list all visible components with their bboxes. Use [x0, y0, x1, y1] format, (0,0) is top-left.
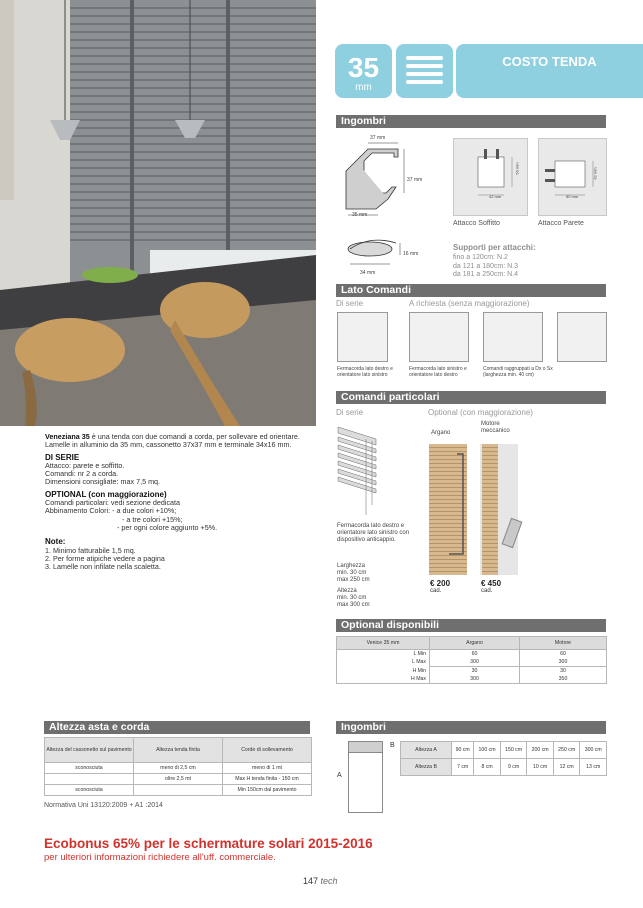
lato-caption-1: Fermacorda lato destro e orientatore lato sinistro: [337, 366, 393, 378]
normativa: Normativa Uni 13120:2009 + A1 :2014: [44, 802, 163, 809]
larghezza-block: [337, 563, 370, 584]
price-motore-unit: cad.: [481, 588, 493, 594]
larghezza-min: min. 30 cm: [337, 570, 367, 576]
note-line: 2. Per forme atipiche vedere a pagina: [45, 553, 165, 563]
lato-blind-4: [557, 312, 607, 362]
supporti-line: da 181 a 250cm: N.4: [453, 271, 518, 278]
note-line: 1. Minimo fatturabile 1,5 mq.: [45, 545, 136, 555]
lato-a-richiesta: A richiesta (senza maggiorazione): [409, 299, 530, 308]
profile-drawing: [336, 131, 446, 281]
argano-label: Argano: [431, 430, 451, 436]
attacco-parete-label: Attacco Parete: [538, 220, 584, 227]
label-a: A: [337, 772, 342, 779]
motore-image: [480, 444, 518, 575]
lato-di-serie: Di serie: [336, 299, 364, 308]
opt-header: Venice 35 mm: [337, 637, 430, 650]
ingombri-table: [400, 741, 607, 776]
di-serie-line: Attacco: parete e soffitto.: [45, 460, 125, 470]
page-footer: [303, 876, 338, 886]
section-comandi-particolari: Comandi particolari: [336, 391, 606, 404]
intro-text-2: Lamelle in alluminio da 35 mm, cassonetto 37x37 mm e terminale 34x16 mm.: [45, 440, 292, 450]
intro-text: è una tenda con due comandi a corda, per sollevare ed orientare.: [89, 432, 300, 441]
altezza-max: max 300 cm: [337, 602, 370, 608]
fermacorda-drawing: [336, 425, 384, 520]
section-ingombri: Ingombri: [336, 115, 606, 128]
description: [45, 433, 320, 571]
table-row: H Max 300 350: [337, 675, 607, 684]
argano-image: [429, 444, 467, 575]
dim-35: 35 mm: [352, 212, 368, 218]
supporti-title: Supporti per attacchi:: [453, 243, 536, 252]
attacco-soffitto-drawing: [453, 138, 528, 216]
table-row: L Max 300 300: [337, 658, 607, 667]
cp-optional: Optional (con maggiorazione): [428, 408, 533, 417]
size-number: 35: [347, 52, 380, 83]
asta-header: Altezza del cassonetto sul pavimento: [45, 738, 134, 763]
asta-header: Corde di sollevamento: [223, 738, 312, 763]
slats-icon: [396, 44, 453, 98]
di-serie-title: DI SERIE: [45, 452, 80, 462]
label-b: B: [390, 742, 395, 749]
motore-label: Motore meccanico: [481, 421, 510, 434]
altezza-label: Altezza: [337, 588, 357, 594]
opt-header: Motore: [520, 637, 607, 650]
optional-title: OPTIONAL (con maggiorazione): [45, 489, 167, 499]
lato-blind-1: [337, 312, 388, 362]
parete-h: 42 mm: [592, 167, 598, 180]
dim-16: 16 mm: [403, 251, 419, 257]
dim-34: 34 mm: [360, 270, 376, 276]
size-badge: [335, 44, 392, 98]
altezza-block: [337, 588, 370, 609]
optional-line: Comandi particolari: vedi sezione dedicata: [45, 498, 181, 508]
price-motore: € 450: [481, 579, 502, 588]
soffitto-h: 50 mm: [514, 162, 520, 175]
di-serie-line: Dimensioni consigliate: max 7,5 mq.: [45, 477, 161, 487]
table-row: sconosciuta Min 150cm dal pavimento: [45, 785, 312, 796]
parete-w: 50 mm: [566, 194, 579, 199]
supporti-line: fino a 120cm: N.2: [453, 254, 508, 261]
supporti-list: [453, 254, 518, 280]
di-serie-line: Comandi: nr 2 a corda.: [45, 469, 119, 479]
optional-line: Abbinamento Colori: - a due colori +10%;: [45, 506, 177, 516]
section-ingombri-2: Ingombri: [336, 721, 606, 734]
opt-header: Argano: [430, 637, 520, 650]
altezza-min: min. 30 cm: [337, 595, 367, 601]
table-row: Altezza B 7 cm 8 cm 9 cm 10 cm 12 cm 13 cm: [401, 759, 607, 776]
cost-badge: COSTO TENDA: [456, 44, 643, 98]
lato-caption-3: Comandi raggruppati a Dx o Sx (larghezza min. 40 cm): [483, 366, 553, 378]
ecobonus-title: Ecobonus 65% per le schermature solari 2015-2016: [44, 836, 373, 851]
brand-tech: tech: [320, 876, 338, 886]
section-altezza-asta: Altezza asta e corda: [44, 721, 310, 734]
slats-badge: [396, 44, 453, 98]
supporti-line: da 121 a 180cm: N.3: [453, 262, 518, 270]
table-row: oltre 2,5 mt Max H tenda finita - 150 cm: [45, 774, 312, 785]
optional-line: - per ogni colore aggiunto +5%.: [117, 522, 218, 532]
note-title: Note:: [45, 537, 66, 547]
ingombri-shape: [348, 741, 383, 813]
price-argano-unit: cad.: [430, 588, 442, 594]
ecobonus-subtitle: per ulteriori informazioni richiedere all'uff. commerciale.: [44, 852, 276, 863]
price-argano: € 200: [430, 579, 451, 588]
larghezza-max: max 250 cm: [337, 577, 370, 583]
asta-header: Altezza tenda finita: [134, 738, 223, 763]
larghezza-label: Larghezza: [337, 563, 366, 569]
product-photo: [0, 0, 316, 426]
attacco-soffitto-label: Attacco Soffitto: [453, 220, 500, 227]
optional-table: [336, 636, 607, 684]
section-lato-comandi: Lato Comandi: [336, 284, 606, 297]
lato-blind-2: [409, 312, 469, 362]
table-row: Altezza A 90 cm 100 cm 150 cm 200 cm 250 cm 300 cm: [401, 742, 607, 759]
lato-caption-2: Fermacorda lato sinistro e orientatore lato destro: [409, 366, 467, 378]
altezza-table: [44, 737, 312, 796]
lato-blind-3: [483, 312, 543, 362]
soffitto-w: 42 mm: [489, 194, 502, 199]
cp-di-serie: Di serie: [336, 408, 364, 417]
page-number: 147: [303, 876, 319, 886]
table-row: H Min 30 30: [337, 667, 607, 676]
section-optional-disponibili: Optional disponibili: [336, 619, 606, 632]
dim-37-side: 37 mm: [407, 177, 423, 183]
note-line: 3. Lamelle non infilate nella scaletta.: [45, 562, 161, 572]
table-row: L Min 60 60: [337, 650, 607, 659]
fermacorda-text: Fermacorda lato destro e orientatore lato sinistro con dispositivo anticappio.: [337, 523, 410, 543]
optional-line: - a tre colori +15%;: [122, 514, 183, 524]
product-name: Veneziana 35: [45, 432, 90, 441]
table-row: sconosciuta meno di 2,5 cm meno di 1 mt: [45, 763, 312, 774]
dim-37-top: 37 mm: [370, 135, 386, 141]
size-unit: mm: [355, 82, 372, 93]
